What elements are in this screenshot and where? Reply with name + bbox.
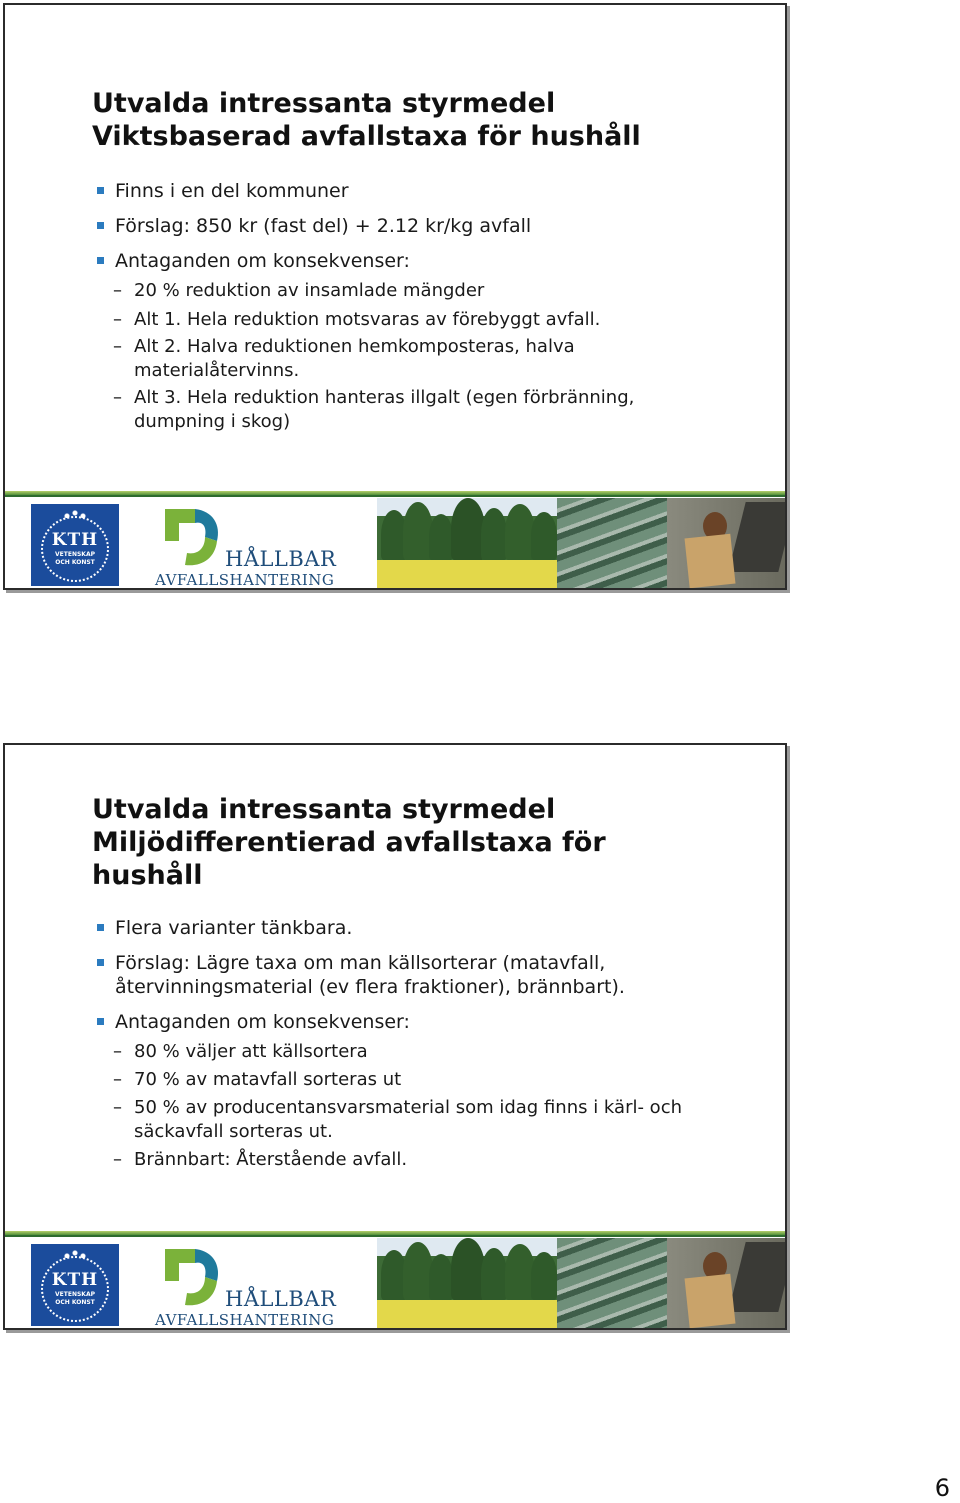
hallbar-avfallshantering-logo [155,1241,345,1329]
child-recycling-photo [667,1238,785,1328]
title-line: hushåll [92,860,203,891]
waste-bins-photo [557,498,667,588]
footer-divider-shadow [5,1235,785,1237]
bullet-item [95,214,745,238]
kth-logo [31,1244,119,1326]
kth-logo [31,504,119,586]
bullet-text: Flera varianter tänkbara. [115,917,353,939]
bullet-square-icon [97,222,104,229]
kth-subtitle [31,1291,119,1307]
sub-bullet-item [95,1068,695,1092]
waste-bins-photo [557,1238,667,1328]
dash-icon: – [113,1069,122,1090]
kth-subtitle [31,551,119,567]
sub-bullet-text: Brännbart: Återstående avfall. [134,1149,408,1170]
kth-abbr: KTH [51,1270,99,1290]
bullet-item [95,916,695,940]
hallbar-word: HÅLLBAR [225,1287,337,1311]
slide-footer [5,491,785,588]
slide-2 [3,743,787,1330]
recycle-arrow-icon [155,501,227,573]
hallbar-subtitle: AVFALLSHANTERING [155,1311,335,1329]
sub-bullet-text: Alt 1. Hela reduktion motsvaras av förebyggt avfall. [134,309,601,330]
sub-bullet-text: 50 % av producentansvarsmaterial som idag finns i kärl- och säckavfall sorteras ut. [134,1097,682,1142]
slide-footer [5,1231,785,1328]
sub-bullet-item [95,1148,695,1172]
sub-bullet-item [95,308,695,332]
sub-bullet-text: 20 % reduktion av insamlade mängder [134,280,485,301]
dash-icon: – [113,387,122,408]
bullet-text: Antaganden om konsekvenser: [115,1011,410,1033]
bullet-square-icon [97,924,104,931]
bullet-square-icon [97,959,104,966]
bullet-item [95,951,695,999]
bullet-square-icon [97,257,104,264]
bullet-square-icon [97,187,104,194]
forest-photo [377,1238,557,1328]
title-line: Miljödifferentierad avfallstaxa för [92,827,606,858]
dash-icon: – [113,1041,122,1062]
bullet-text: Förslag: Lägre taxa om man källsorterar (matavfall, återvinningsmaterial (ev flera fraktioner), brännbart). [115,952,625,998]
bullet-text: Finns i en del kommuner [115,180,349,202]
child-recycling-photo [667,498,785,588]
slide-title [92,793,732,892]
dash-icon: – [113,1097,122,1118]
kth-subtitle-line: OCH KONST [55,559,95,566]
dash-icon: – [113,280,122,301]
title-line: Utvalda intressanta styrmedel [92,88,556,119]
title-line: Utvalda intressanta styrmedel [92,794,556,825]
sub-bullet-item [95,386,695,434]
hallbar-avfallshantering-logo [155,501,345,589]
dash-icon: – [113,1149,122,1170]
bullet-list [95,179,745,277]
kth-subtitle-line: OCH KONST [55,1299,95,1306]
title-line: Viktsbaserad avfallstaxa för hushåll [92,121,641,152]
kth-subtitle-line: VETENSKAP [55,1291,95,1298]
sub-bullet-text: 70 % av matavfall sorteras ut [134,1069,402,1090]
slide-title [92,87,732,153]
sub-bullet-text: 80 % väljer att källsortera [134,1041,368,1062]
bullet-item [95,179,745,203]
bullet-item [95,249,745,273]
dash-icon: – [113,309,122,330]
footer-photo-strip [377,1238,785,1328]
slide-1 [3,3,787,590]
sub-bullet-item [95,335,695,383]
bullet-text: Antaganden om konsekvenser: [115,250,410,272]
kth-subtitle-line: VETENSKAP [55,551,95,558]
bullet-square-icon [97,1018,104,1025]
hallbar-word: HÅLLBAR [225,547,337,571]
sub-bullet-item [95,1096,695,1144]
bullet-item [95,1010,695,1034]
sub-bullet-text: Alt 3. Hela reduktion hanteras illgalt (egen förbränning, dumpning i skog) [134,387,635,432]
kth-abbr: KTH [51,530,99,550]
footer-divider-shadow [5,495,785,497]
recycle-arrow-icon [155,1241,227,1313]
page-number: 6 [934,1474,950,1502]
hallbar-subtitle: AVFALLSHANTERING [155,571,335,589]
bullet-text: Förslag: 850 kr (fast del) + 2.12 kr/kg avfall [115,215,532,237]
dash-icon: – [113,336,122,357]
sub-bullet-item [95,1040,695,1064]
sub-bullet-item [95,279,695,303]
sub-bullet-text: Alt 2. Halva reduktionen hemkomposteras, halva materialåtervinns. [134,336,575,381]
sub-bullet-list [95,1040,695,1176]
bullet-list [95,916,695,1038]
footer-photo-strip [377,498,785,588]
forest-photo [377,498,557,588]
sub-bullet-list [95,279,695,438]
